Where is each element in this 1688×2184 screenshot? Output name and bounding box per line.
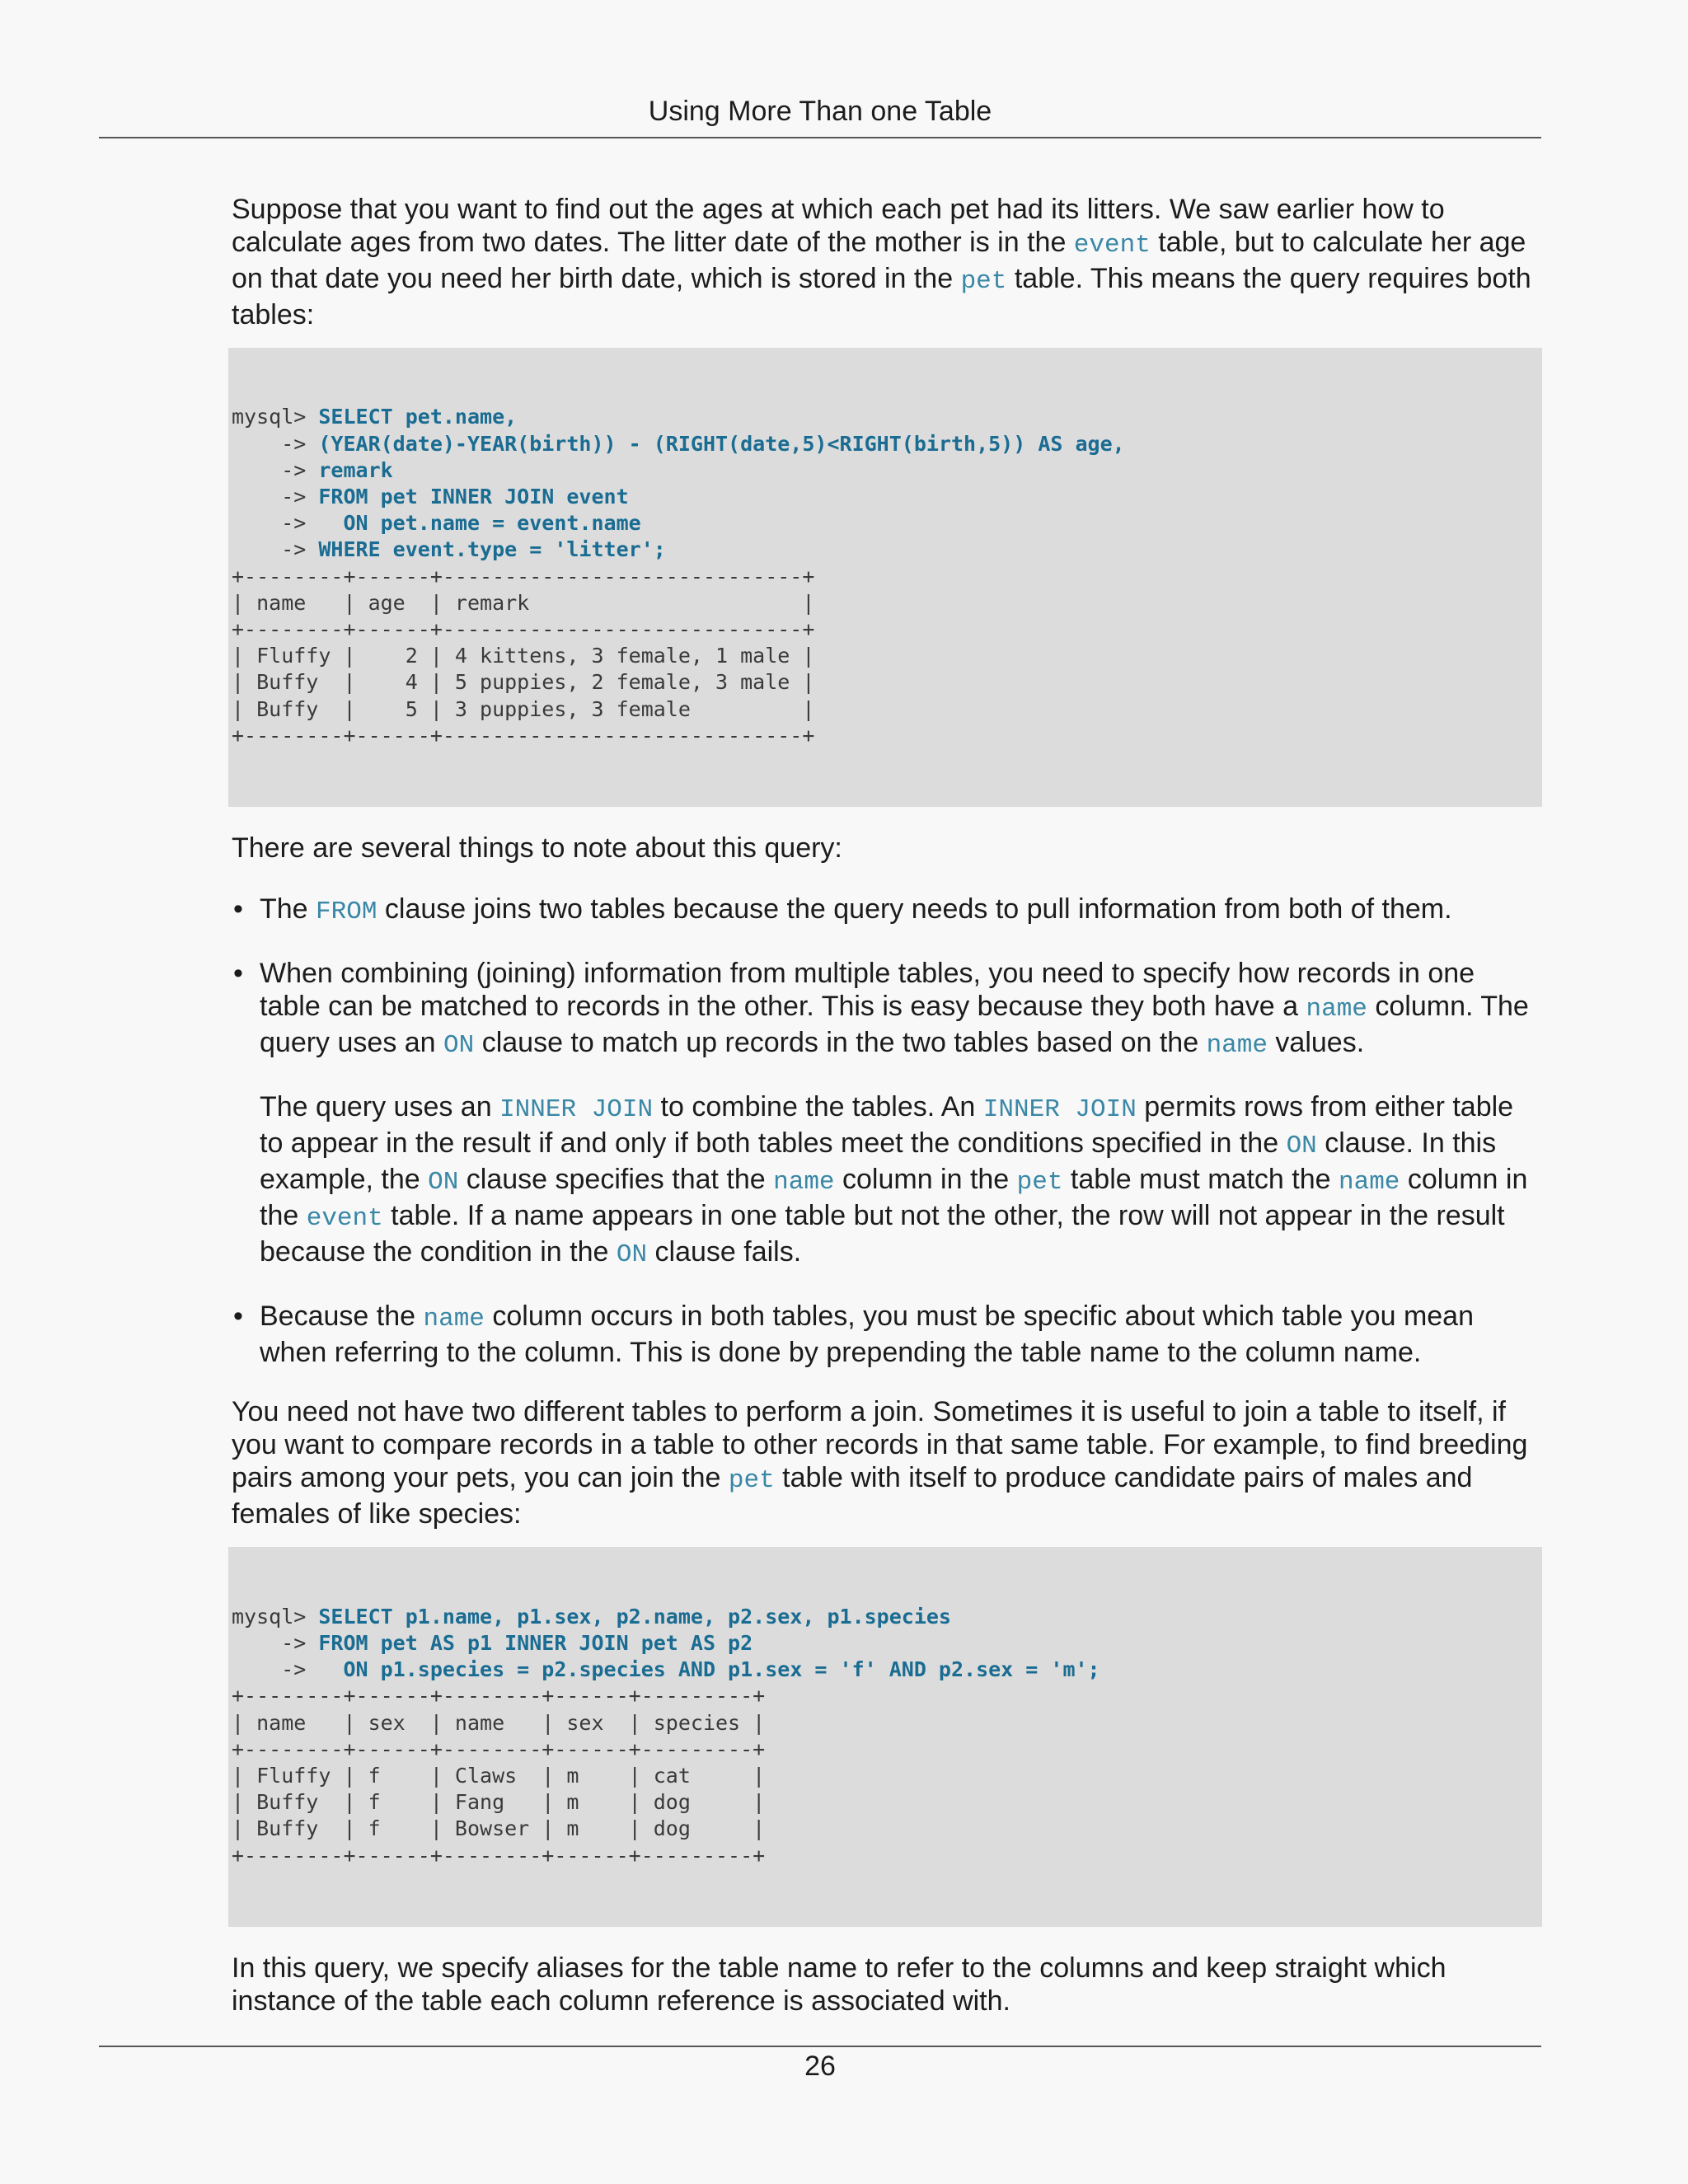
- code-command: ON p1.species = p2.species AND p1.sex = 'f' AND p2.sex = 'm';: [343, 1657, 1100, 1682]
- inline-code-from: FROM: [316, 898, 377, 927]
- text-run: Because the: [260, 1301, 424, 1333]
- text-run: Suppose that you want to find out the ages at which each pet had its litters. We saw earlier how to calculate ages from two dates. The litter date of the mother is in the: [232, 194, 1445, 258]
- bullet-item-joining: [232, 957, 1542, 1272]
- text-run: The: [260, 893, 316, 926]
- code-prompt: ->: [232, 431, 319, 456]
- result-header-row: | name | age | remark |: [232, 590, 815, 615]
- code-prompt: ->: [232, 1631, 319, 1656]
- result-row: | Buffy | f | Bowser | m | dog |: [232, 1816, 766, 1841]
- text-run: values.: [1267, 1027, 1365, 1059]
- code-line: [232, 1604, 1542, 1630]
- bullet-text: [260, 893, 1542, 929]
- code-line: [232, 537, 1542, 563]
- text-run: table with itself to produce candidate pairs of males and females of like species:: [232, 1462, 1473, 1530]
- text-run: table. This means the query requires both tables:: [232, 263, 1531, 330]
- notes-bullet-list: [232, 893, 1542, 1369]
- code-block-self-join-query: [228, 1547, 1542, 1927]
- code-line: [232, 1630, 1542, 1657]
- page-number: 26: [804, 2050, 836, 2082]
- code-prompt: ->: [232, 511, 344, 536]
- page-content: [232, 193, 1542, 2018]
- code-prompt: ->: [232, 457, 319, 482]
- text-run: column in the: [260, 1164, 1528, 1232]
- bullet-text: [260, 1300, 1542, 1369]
- code-prompt: mysql>: [232, 1604, 319, 1629]
- text-run: table must match the: [1062, 1164, 1339, 1196]
- text-run: permits rows from either table to appear in the result if and only if both tables meet the conditions specified in the: [260, 1091, 1514, 1160]
- footer-divider: [99, 2046, 1541, 2047]
- code-line: [232, 484, 1542, 510]
- bullet-item-name-column: [232, 1300, 1542, 1369]
- aliases-paragraph: In this query, we specify aliases for the table name to refer to the columns and keep straight which instance of the table each column reference is associated with.: [232, 1952, 1447, 2018]
- result-row: | Buffy | 4 | 5 puppies, 2 female, 3 male |: [232, 670, 815, 695]
- result-border-line: +--------+------+-----------------------------+: [232, 617, 815, 642]
- code-prompt: ->: [232, 1657, 344, 1682]
- result-border-line: +--------+------+-----------------------------+: [232, 564, 815, 588]
- text-run: When combining (joining) information from multiple tables, you need to specify how records in one table can be matched to records in the other. This is easy because they both have a: [260, 958, 1475, 1023]
- text-run: clause specifies that the: [458, 1164, 774, 1196]
- result-border-line: +--------+------+--------+------+---------+: [232, 1684, 766, 1708]
- code-block-litter-query: [228, 348, 1542, 807]
- text-run: clause to match up records in the two tables based on the: [474, 1027, 1207, 1059]
- text-run: column occurs in both tables, you must be specific about which table you mean when referring to the column. This is done by prepending the table name to the column name.: [260, 1301, 1474, 1369]
- code-command: FROM pet INNER JOIN event: [318, 485, 629, 509]
- code-prompt: ->: [232, 485, 319, 509]
- bullet-icon: •: [233, 1301, 243, 1333]
- inline-code-inner-join: INNER JOIN: [499, 1095, 654, 1125]
- bullet-item-from-clause: [232, 893, 1542, 929]
- inline-code-name: name: [1206, 1031, 1268, 1061]
- inline-code-pet: pet: [1016, 1168, 1063, 1197]
- code-line: [232, 457, 1542, 484]
- inline-code-inner-join: INNER JOIN: [982, 1095, 1137, 1125]
- inline-code-pet: pet: [960, 267, 1007, 296]
- intro-paragraph: [232, 193, 1542, 331]
- inline-code-name: name: [423, 1305, 485, 1334]
- result-border-line: +--------+------+--------+------+---------+: [232, 1736, 766, 1761]
- text-run: table, but to calculate her age on that date you need her birth date, which is stored in the: [232, 227, 1526, 294]
- text-run: table. If a name appears in one table but not the other, the row will not appear in the result because the condition in the: [260, 1200, 1505, 1268]
- result-row: | Fluffy | f | Claws | m | cat |: [232, 1764, 766, 1788]
- code-command: SELECT pet.name,: [318, 405, 518, 429]
- code-line: [232, 431, 1542, 457]
- text-run: clause. In this example, the: [260, 1127, 1497, 1196]
- result-row: | Buffy | f | Fang | m | dog |: [232, 1790, 766, 1815]
- self-join-paragraph: [232, 1395, 1542, 1530]
- text-run: clause joins two tables because the query needs to pull information from both of them.: [377, 893, 1452, 926]
- result-header-row: | name | sex | name | sex | species |: [232, 1710, 766, 1735]
- code-command: remark: [318, 457, 393, 482]
- bullet-icon: •: [233, 893, 243, 926]
- page-header-title: Using More Than one Table: [648, 96, 992, 127]
- text-run: You need not have two different tables to perform a join. Sometimes it is useful to join a table to itself, if you want to compare records in a table to other records in that same table. For example, to find breeding pairs among your pets, you can join the: [232, 1396, 1528, 1494]
- inline-code-event: event: [1073, 231, 1151, 260]
- bullet-text: [260, 957, 1542, 1062]
- text-run: to combine the tables. An: [653, 1091, 983, 1123]
- text-run: column in the: [834, 1164, 1017, 1196]
- code-line: [232, 1657, 1542, 1683]
- code-line: [232, 510, 1542, 537]
- bullet-subparagraph-inner-join: [260, 1090, 1542, 1272]
- header-divider: [99, 137, 1541, 138]
- inline-code-on: ON: [616, 1240, 648, 1270]
- inline-code-name: name: [1338, 1168, 1400, 1197]
- inline-code-name: name: [1306, 995, 1367, 1024]
- text-run: clause fails.: [647, 1236, 802, 1268]
- inline-code-event: event: [306, 1204, 383, 1234]
- result-row: | Buffy | 5 | 3 puppies, 3 female |: [232, 696, 815, 721]
- inline-code-pet: pet: [728, 1466, 775, 1496]
- result-border-line: +--------+------+--------+------+---------+: [232, 1843, 766, 1868]
- code-command: SELECT p1.name, p1.sex, p2.name, p2.sex, p1.species: [318, 1604, 951, 1629]
- code-prompt: mysql>: [232, 405, 319, 429]
- inline-code-name: name: [773, 1168, 835, 1197]
- result-row: | Fluffy | 2 | 4 kittens, 3 female, 1 male |: [232, 644, 815, 668]
- bullet-icon: •: [233, 958, 243, 990]
- text-run: The query uses an: [260, 1091, 500, 1123]
- text-run: column. The query uses an: [260, 991, 1529, 1059]
- code-command: (YEAR(date)-YEAR(birth)) - (RIGHT(date,5)<RIGHT(birth,5)) AS age,: [318, 431, 1125, 456]
- code-command: FROM pet AS p1 INNER JOIN pet AS p2: [318, 1631, 753, 1656]
- inline-code-on: ON: [1286, 1132, 1317, 1161]
- result-border-line: +--------+------+-----------------------------+: [232, 723, 815, 748]
- inline-code-on: ON: [428, 1168, 459, 1197]
- code-command: ON pet.name = event.name: [343, 511, 641, 536]
- code-command: WHERE event.type = 'litter';: [318, 537, 666, 562]
- inline-code-on: ON: [443, 1031, 475, 1061]
- notes-intro-paragraph: There are several things to note about this query:: [232, 832, 842, 865]
- code-line: [232, 404, 1542, 430]
- code-prompt: ->: [232, 537, 319, 562]
